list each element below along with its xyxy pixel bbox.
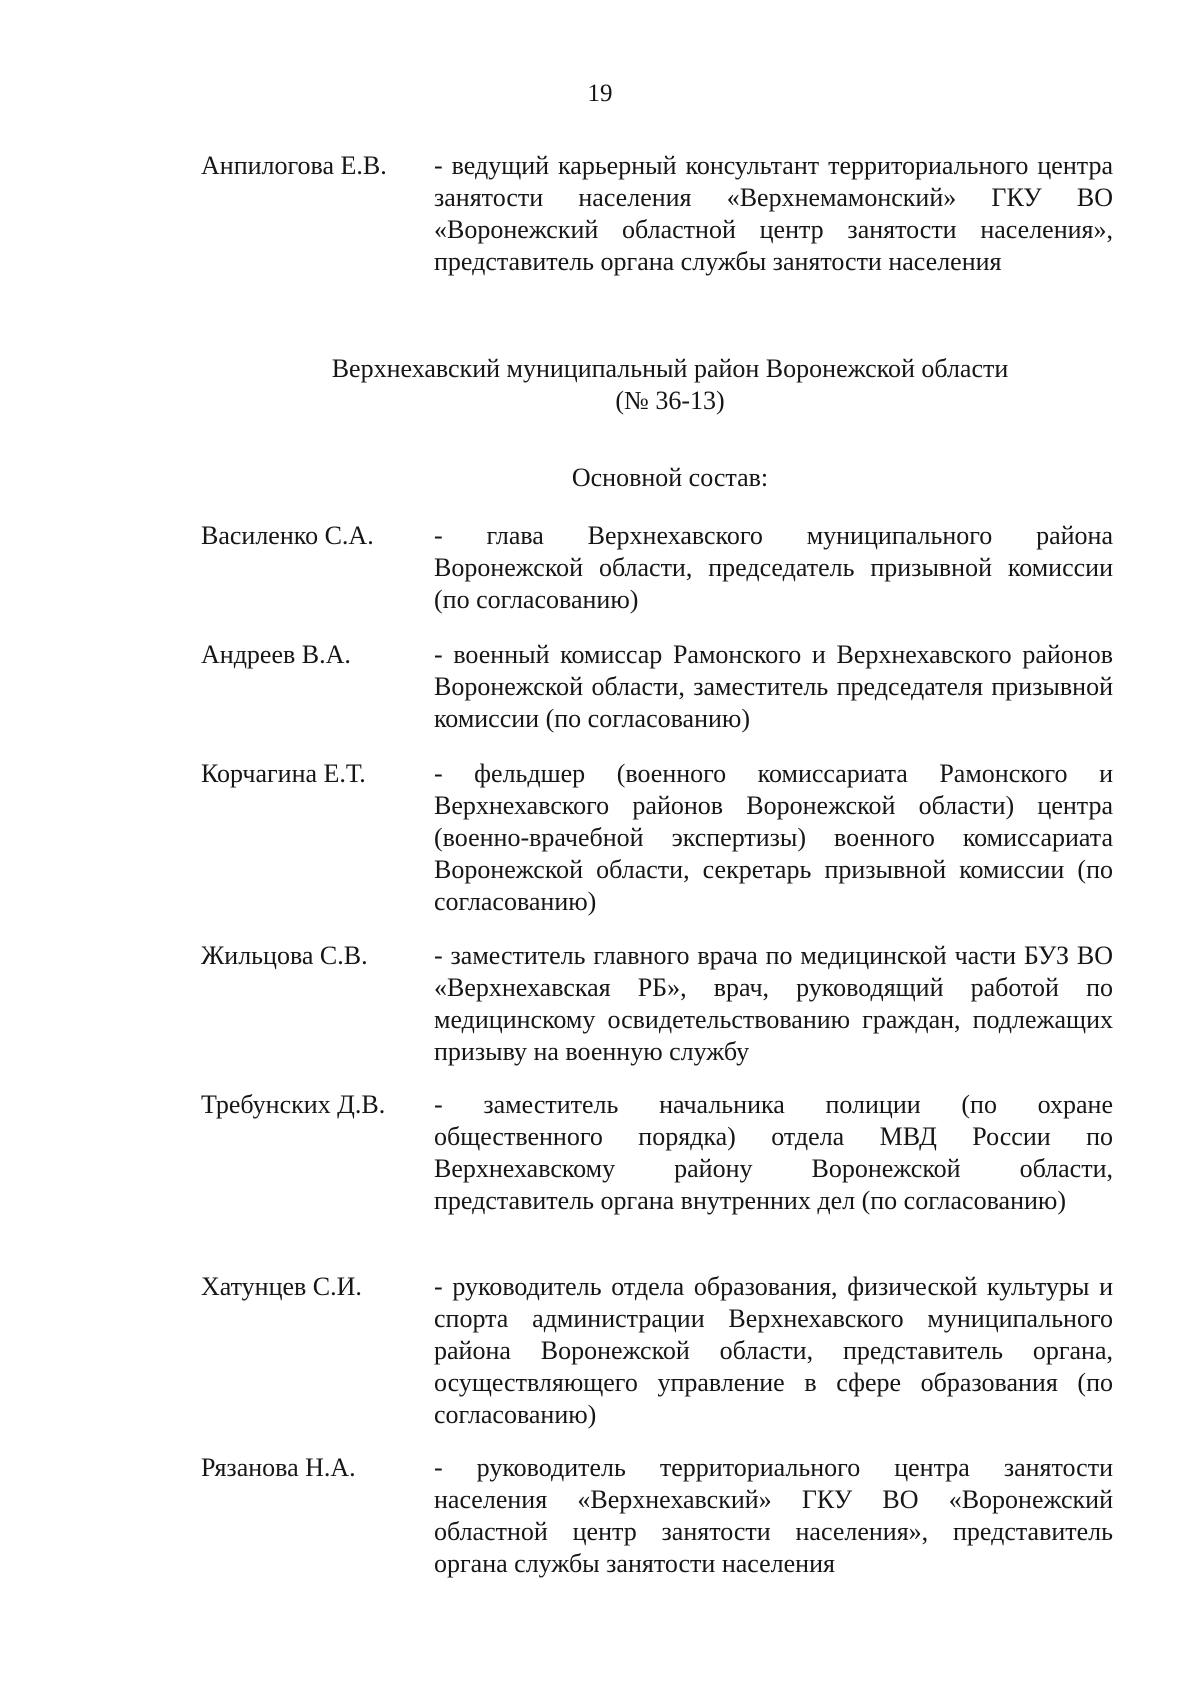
- member-entry: [201, 1452, 1113, 1580]
- member-description: - заместитель начальника полиции (по охране общественного порядка) отдела МВД России по Верхнехавскому району Воронежской области, представитель органа внутренних дел (по согласованию): [434, 1090, 1113, 1215]
- member-entry: [201, 1089, 1113, 1217]
- member-description: - заместитель главного врача по медицинской части БУЗ ВО «Верхнехавская РБ», врач, руководящий работой по медицинскому освидетельствованию граждан, подлежащих призыву на военную службу: [434, 941, 1113, 1066]
- member-name: Жильцова С.В.: [201, 941, 368, 970]
- member-description: - ведущий карьерный консультант территориального центра занятости населения «Верхнемамонский» ГКУ ВО «Воронежский областной центр занятости населения», представитель органа службы занятости населения: [434, 151, 1113, 276]
- section-title-line1: Верхнехавский муниципальный район Воронежской области: [331, 354, 1009, 383]
- member-entry: [201, 758, 1113, 918]
- member-name: Рязанова Н.А.: [201, 1453, 356, 1482]
- member-entry: [201, 639, 1113, 735]
- member-name: Анпилогова Е.В.: [201, 151, 387, 180]
- member-description: - руководитель отдела образования, физической культуры и спорта администрации Верхнехавского муниципального района Воронежской области, представитель органа, осуществляющего управление в сфере образования (по согласованию): [434, 1272, 1113, 1429]
- member-name: Андреев В.А.: [201, 640, 351, 669]
- member-name: Корчагина Е.Т.: [201, 759, 366, 788]
- member-description: - руководитель территориального центра занятости населения «Верхнехавский» ГКУ ВО «Воронежский областной центр занятости населения», представитель органа службы занятости населения: [434, 1453, 1113, 1578]
- member-entry: [201, 1271, 1113, 1431]
- member-description: - фельдшер (военного комиссариата Рамонского и Верхнехавского районов Воронежской области) центра (военно-врачебной экспертизы) военного комиссариата Воронежской области, секретарь призывной комиссии (по согласованию): [434, 759, 1113, 916]
- section-subtitle: Основной состав:: [571, 463, 769, 492]
- member-entry: [201, 940, 1113, 1068]
- member-description: - военный комиссар Рамонского и Верхнехавского районов Воронежской области, заместитель председателя призывной комиссии (по согласованию): [434, 640, 1113, 733]
- member-name: Василенко С.А.: [201, 521, 374, 550]
- member-description: - глава Верхнехавского муниципального района Воронежской области, председатель призывной комиссии (по согласованию): [434, 521, 1113, 614]
- member-entry-top: [201, 150, 1113, 278]
- section-title-line2: (№ 36-13): [615, 386, 725, 415]
- page-number: 19: [587, 80, 613, 107]
- member-name: Требунских Д.В.: [201, 1090, 386, 1119]
- member-name: Хатунцев С.И.: [201, 1272, 362, 1301]
- section-title: [240, 353, 1100, 417]
- member-entry: [201, 520, 1113, 616]
